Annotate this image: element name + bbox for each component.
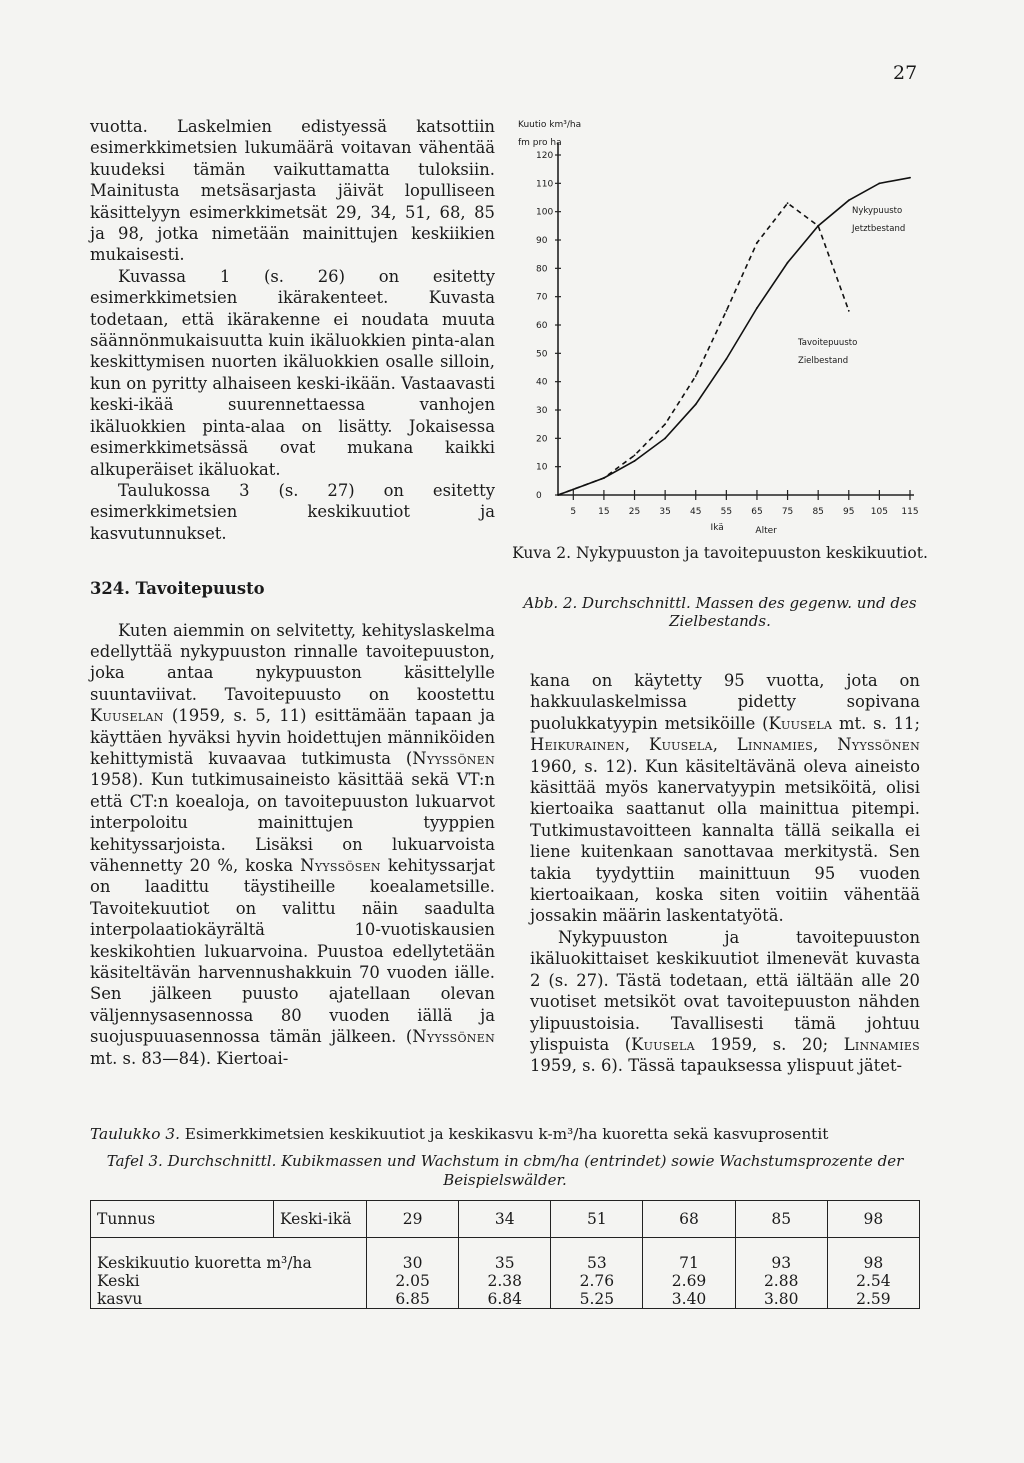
data-point — [634, 454, 636, 456]
table-cell: 98 — [827, 1254, 919, 1272]
x-tick-label: 15 — [598, 507, 610, 517]
series-label: Nykypuusto — [852, 206, 903, 216]
table-cell: 35 — [459, 1254, 551, 1272]
table-cell: 53 — [551, 1254, 643, 1272]
data-point — [557, 494, 559, 496]
paragraph: Kuvassa 1 (s. 26) on esitetty esimerkkimetsien ikärakenteet. Kuvasta todetaan, että ikärakenne ei noudata muuta säännönmukaisuutta kuin ikäluokkien pinta-alan keskittymisen nuorten ikäluokkien osalle silloin, kun on pyritty alhaiseen keski-ikään. Vastaavasti keski-ikää suurennettaessa vanhojen ikäluokkien pinta-alaa on lisätty. Jokaisessa esimerkkimetsässä ovat mukana kaikki alkuperäiset ikäluokat. — [90, 266, 495, 479]
data-point — [787, 202, 789, 204]
data-point — [787, 262, 789, 264]
x-axis-label: Alter — [755, 526, 777, 535]
x-tick-label: 55 — [720, 507, 733, 517]
paragraph: Kuten aiemmin on selvitetty, kehityslaskelma edellyttää nykypuuston rinnalle tavoitepuuston, joka antaa nykypuuston käsittelylle suuntaviivat. Tavoitepuusto on koostettu Kuuselan (1959, s. 5, 11) esittämään tapaan ja käyttäen hyväksi hyvin hoidettujen männiköiden kehittymistä kuvaavaa tutkimusta (Nyyssönen 1958). Kun tutkimusaineisto käsittää sekä VT:n että CT:n koealoja, on tavoitepuuston lukuarvot interpoloitu mainittujen tyyppien kehityssarjoista. Lisäksi on lukuarvoista vähennetty 20 %, koska Nyyssösen kehityssarjat on laadittu täystiheille koealametsille. Tavoitekuutiot on valittu näin saadulta interpolaatiokäyrältä 10-vuotiskausien keskikohtien lukuarvoina. Puustoa edellytetään käsiteltävän harvennushakkuin 70 vuoden iälle. Sen jälkeen puusto ajatellaan olevan väljennysasennossa 80 vuoden iällä ja suojuspuuasennossa tämän jälkeen. (Nyyssönen mt. s. 83—84). Kiertoai- — [90, 620, 495, 1068]
data-point — [634, 460, 636, 462]
column-header: 98 — [827, 1201, 919, 1238]
right-column — [530, 670, 920, 1077]
table-cell: 3.40 — [643, 1290, 735, 1309]
x-tick-label: 95 — [843, 507, 855, 517]
line-chart — [510, 105, 930, 535]
x-tick-label: 85 — [812, 507, 824, 517]
table-cell: 3.80 — [735, 1290, 827, 1309]
table-cell: 2.88 — [735, 1272, 827, 1290]
figure-caption: Kuva 2. Nykypuuston ja tavoitepuuston keskikuutiot. — [512, 544, 928, 562]
author-name: Heikurainen, Kuusela, Linnamies, Nyyssönen — [530, 735, 920, 755]
y-axis-label: fm pro ha — [518, 138, 562, 148]
x-tick-label: 35 — [659, 507, 671, 517]
x-tick-label: 105 — [870, 507, 888, 517]
data-point — [817, 225, 819, 227]
y-tick-label: 20 — [536, 434, 548, 445]
y-tick-label: 60 — [536, 321, 548, 331]
y-tick-label: 30 — [536, 406, 548, 416]
y-tick-label: 120 — [536, 151, 554, 161]
column-header: Tunnus — [91, 1201, 274, 1238]
x-tick-label: 5 — [570, 507, 577, 517]
x-tick-label: 115 — [901, 507, 919, 517]
data-point — [664, 437, 666, 439]
paragraph: vuotta. Laskelmien edistyessä katsottiin esimerkkimetsien lukumäärä voitavan vähentää kuudeksi tämän vaikuttamatta tuloksiin. Mainitusta metsäsarjasta jäivät lopulliseen käsittelyyn esimerkkimetsät 29, 34, 51, 68, 85 ja 98, jotka nimetään mainittujen keskiikien mukaisesti. — [90, 117, 495, 265]
data-point — [725, 358, 727, 360]
table-cell: 5.25 — [551, 1290, 643, 1309]
column-header: Keski-ikä — [274, 1201, 367, 1238]
data-point — [848, 310, 850, 312]
section-heading: 324. Tavoitepuusto — [90, 579, 265, 599]
series-label: Zielbestand — [798, 356, 849, 366]
table-cell: 6.85 — [367, 1290, 459, 1309]
paragraph: Nykypuuston ja tavoitepuuston ikäluokittaiset keskikuutiot ilmenevät kuvasta 2 (s. 27). Tästä todetaan, että iältään alle 20 vuotiset metsiköt ovat tavoitepuuston nähden ylipuustoisia. Tavallisesti tämä johtuu ylispuista (Kuusela 1959, s. 20; Linnamies 1959, s. 6). Tässä tapauksessa ylispuut jätet- — [530, 927, 921, 1076]
series-label: Tavoitepuusto — [798, 338, 858, 348]
table-label: Taulukko 3. — [90, 1125, 180, 1143]
left-column — [90, 116, 495, 1069]
table-cell: 30 — [367, 1254, 459, 1272]
table-cell: 2.05 — [367, 1272, 459, 1290]
table-cell: 2.38 — [459, 1272, 551, 1290]
table-header-row — [91, 1201, 920, 1238]
column-header: 68 — [643, 1201, 735, 1238]
x-tick-label: 45 — [690, 507, 702, 517]
data-point — [756, 242, 758, 244]
column-header: 34 — [459, 1201, 551, 1238]
y-tick-label: 110 — [536, 179, 554, 190]
y-axis-label: Kuutio km³/ha — [518, 120, 582, 130]
x-tick-label: 75 — [781, 507, 794, 517]
table-caption-text: Esimerkkimetsien keskikuutiot ja keskikasvu k-m³/ha kuoretta sekä kasvuprosentit — [179, 1125, 829, 1143]
paragraph: kana on käytetty 95 vuotta, jota on hakkuulaskelmissa pidetty sopivana puolukkatyypin metsiköille (Kuusela mt. s. 11; Heikurainen, Kuusela, Linnamies, Nyyssönen 1960, s. 12). Kun käsiteltävänä oleva aineisto käsittää myös kanervatyypin metsiköitä, olisi kiertoaika saattanut olla mainittua pitempi. Tutkimustavoitteen kannalta tällä seikalla ei liene kuitenkaan sanottavaa merkitystä. Sen takia tyydyttiin mainittuun 95 vuoden kiertoaikaan, koska siten voitiin vähentää jossakin määrin laskentatyötä. — [530, 671, 920, 926]
x-tick-label: 25 — [628, 507, 641, 517]
table-cell: 2.54 — [827, 1272, 919, 1290]
data-table — [90, 1200, 920, 1309]
data-point — [878, 182, 880, 184]
table-row — [91, 1254, 920, 1272]
figure-chart — [510, 105, 930, 535]
data-point — [664, 423, 666, 425]
data-point — [603, 477, 605, 479]
series-label: Jetztbestand — [852, 224, 906, 234]
author-name: Linnamies — [843, 1034, 921, 1054]
table-caption-german: Tafel 3. Durchschnittl. Kubikmassen und Wachstum in cbm/ha (entrindet) sowie Wachstumsprozente der Beispielswälder. — [106, 1152, 904, 1189]
table-cell: 2.76 — [551, 1272, 643, 1290]
data-point — [695, 403, 697, 405]
table-row — [91, 1272, 920, 1290]
author-name: Kuuselan — [90, 706, 164, 726]
column-header: 85 — [735, 1201, 827, 1238]
table-cell: 6.84 — [459, 1290, 551, 1309]
table-cell: 2.59 — [827, 1290, 919, 1309]
figure-caption-german: Abb. 2. Durchschnittl. Massen des gegenw. und des Zielbestands. — [523, 594, 917, 630]
series-line-nykypuusto — [558, 203, 849, 495]
data-point — [725, 310, 727, 312]
table-caption — [90, 1124, 920, 1144]
data-point — [695, 375, 697, 377]
author-name: Nyyssösen — [300, 856, 381, 875]
data-point — [848, 199, 850, 201]
data-point — [572, 488, 574, 490]
table-row — [91, 1290, 920, 1309]
table-cell: 2.69 — [643, 1272, 735, 1290]
y-tick-label: 0 — [536, 491, 542, 501]
data-point — [909, 177, 911, 179]
column-header: 29 — [367, 1201, 459, 1238]
y-tick-label: 90 — [536, 236, 548, 246]
page-number: 27 — [893, 62, 918, 84]
table-cell: 93 — [735, 1254, 827, 1272]
table-cell: 71 — [643, 1254, 735, 1272]
author-name: Nyyssönen — [412, 748, 495, 768]
data-point — [756, 307, 758, 309]
y-tick-label: 70 — [536, 292, 548, 303]
column-header: 51 — [551, 1201, 643, 1238]
author-name: Kuusela — [768, 713, 833, 733]
row-label: Keski — [91, 1272, 367, 1290]
y-tick-label: 100 — [536, 207, 554, 218]
paragraph: Taulukossa 3 (s. 27) on esitetty esimerkkimetsien keskikuutiot ja kasvutunnukset. — [90, 480, 495, 543]
y-tick-label: 10 — [536, 462, 548, 473]
y-tick-label: 80 — [536, 264, 548, 275]
x-axis-label: Ikä — [710, 523, 724, 533]
author-name: Kuusela — [631, 1034, 695, 1054]
author-name: Nyyssönen — [412, 1027, 495, 1047]
y-tick-label: 50 — [536, 349, 548, 360]
y-tick-label: 40 — [536, 377, 548, 388]
row-label: kasvu — [91, 1290, 367, 1309]
row-label: Keskikuutio kuoretta m³/ha — [91, 1254, 367, 1272]
x-tick-label: 65 — [751, 507, 763, 517]
